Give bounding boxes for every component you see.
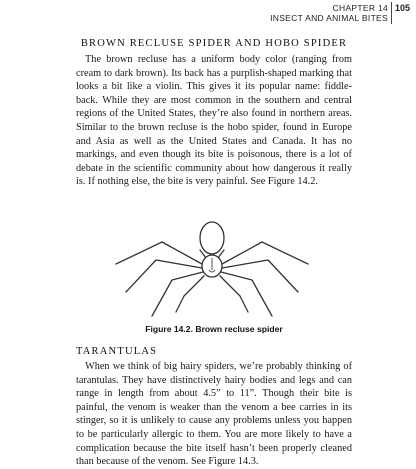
paragraph-brown-recluse: The brown recluse has a uniform body color (ranging from cream to dark brown). Its back has a purplish-shaped marking that looks a bit like a violin. This gives it its popular name: fiddle-back. While they are most common in the southern and central regions of the United States, they’re also found in northern areas. Similar to the brown recluse is the hobo spider, found in Europe and Asia as well as the United States and Canada. It has no markings, and even though its bite is poisonous, there is a lot of debate in the scientific community about how dangerous it really is. If nothing else, the bite is very painful. See Figure 14.2. [76, 54, 352, 188]
chapter-label: CHAPTER 14 [332, 3, 388, 13]
section-heading-brown-recluse: BROWN RECLUSE SPIDER AND HOBO SPIDER [80, 38, 348, 49]
page-number: 105 [394, 3, 410, 13]
spider-illustration-icon [112, 200, 312, 320]
paragraph-tarantulas: When we think of big hairy spiders, we’re probably thinking of tarantulas. They have distinctively hairy bodies and legs and can range in length from about 4.5” to 11”. Though their bite is painful, the venom is weaker than the venom a bee carries in its stinger, so it is unlikely to cause any problems unless you happen to be particularly allergic to them. You are more likely to have a complication because the bite itself hasn’t been properly cleaned than because of the venom. See Figure 14.3. [76, 361, 352, 468]
running-header [270, 3, 388, 23]
section-heading-tarantulas: TARANTULAS [76, 346, 158, 357]
chapter-title: INSECT AND ANIMAL BITES [270, 13, 388, 23]
figure-caption: Figure 14.2. Brown recluse spider [145, 324, 283, 334]
figure-brown-recluse-spider [112, 200, 312, 320]
header-divider [391, 2, 392, 24]
